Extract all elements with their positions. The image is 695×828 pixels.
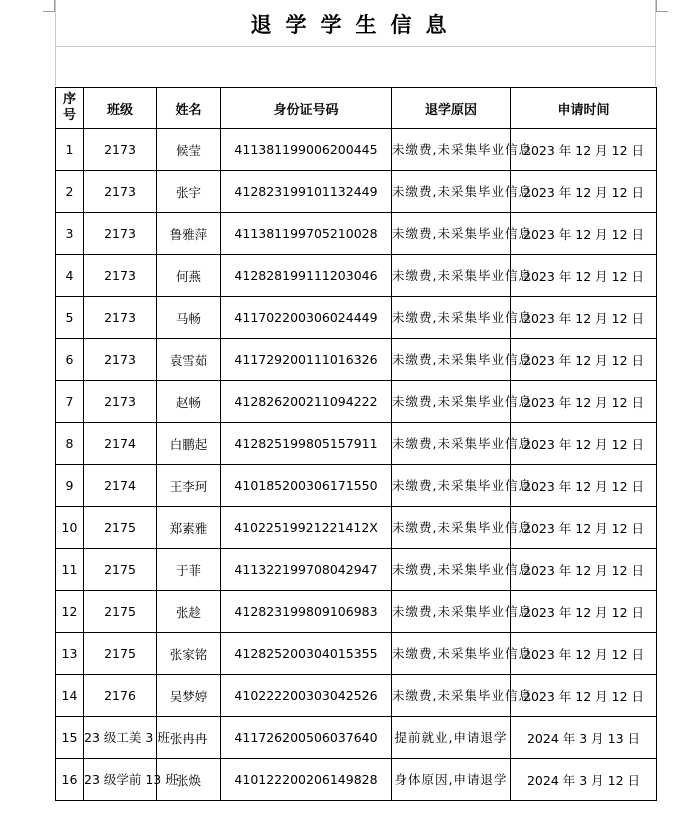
table-row	[56, 213, 657, 255]
cell-date: 2023 年 12 月 12 日	[511, 549, 657, 591]
cell-reason: 未缴费,未采集毕业信息	[392, 339, 511, 381]
cell-name: 鲁雅萍	[157, 213, 221, 255]
cell-class: 2175	[84, 591, 157, 633]
cell-id: 411322199708042947	[221, 549, 392, 591]
cell-seq: 15	[56, 717, 84, 759]
cell-seq: 12	[56, 591, 84, 633]
cell-class: 2176	[84, 675, 157, 717]
cell-name: 张趁	[157, 591, 221, 633]
cell-seq: 11	[56, 549, 84, 591]
cell-date: 2023 年 12 月 12 日	[511, 591, 657, 633]
table-row	[56, 675, 657, 717]
cell-name: 袁雪茹	[157, 339, 221, 381]
cell-name: 张宇	[157, 171, 221, 213]
cell-name: 张焕	[157, 759, 221, 801]
cell-date: 2024 年 3 月 13 日	[511, 717, 657, 759]
cell-date: 2023 年 12 月 12 日	[511, 171, 657, 213]
cell-id: 412825200304015355	[221, 633, 392, 675]
cell-id: 412823199101132449	[221, 171, 392, 213]
cell-name: 何燕	[157, 255, 221, 297]
cell-date: 2023 年 12 月 12 日	[511, 465, 657, 507]
table-row	[56, 633, 657, 675]
cell-seq: 14	[56, 675, 84, 717]
header-class: 班级	[84, 88, 157, 129]
table-row	[56, 507, 657, 549]
cell-reason: 身体原因,申请退学	[392, 759, 511, 801]
cell-seq: 4	[56, 255, 84, 297]
cell-reason: 未缴费,未采集毕业信息	[392, 171, 511, 213]
cell-id: 412825199805157911	[221, 423, 392, 465]
cell-id: 412826200211094222	[221, 381, 392, 423]
cell-date: 2023 年 12 月 12 日	[511, 633, 657, 675]
cell-name: 张家铭	[157, 633, 221, 675]
cell-id: 411381199006200445	[221, 129, 392, 171]
cell-date: 2023 年 12 月 12 日	[511, 129, 657, 171]
cell-date: 2023 年 12 月 12 日	[511, 213, 657, 255]
table-row	[56, 171, 657, 213]
cell-class: 2173	[84, 381, 157, 423]
cell-reason: 未缴费,未采集毕业信息	[392, 255, 511, 297]
cell-class: 2173	[84, 129, 157, 171]
table-row	[56, 297, 657, 339]
table-row	[56, 129, 657, 171]
document-title: 退学学生信息	[250, 13, 461, 37]
cell-class: 2175	[84, 633, 157, 675]
cell-class: 23 级工美 3 班	[84, 717, 157, 759]
cell-class: 2173	[84, 339, 157, 381]
cell-name: 赵畅	[157, 381, 221, 423]
cell-date: 2024 年 3 月 12 日	[511, 759, 657, 801]
cell-seq: 2	[56, 171, 84, 213]
cell-name: 候莹	[157, 129, 221, 171]
cell-seq: 10	[56, 507, 84, 549]
header-name: 姓名	[157, 88, 221, 129]
cell-name: 郑素雅	[157, 507, 221, 549]
table-row	[56, 465, 657, 507]
cell-reason: 未缴费,未采集毕业信息	[392, 213, 511, 255]
header-seq	[56, 88, 84, 129]
cell-name: 吴梦婷	[157, 675, 221, 717]
cell-name: 王李珂	[157, 465, 221, 507]
cell-id: 411726200506037640	[221, 717, 392, 759]
cell-date: 2023 年 12 月 12 日	[511, 255, 657, 297]
cell-reason: 未缴费,未采集毕业信息	[392, 381, 511, 423]
cell-seq: 5	[56, 297, 84, 339]
cell-reason: 未缴费,未采集毕业信息	[392, 633, 511, 675]
table-row	[56, 423, 657, 465]
cell-date: 2023 年 12 月 12 日	[511, 381, 657, 423]
cell-id: 41022519921221412X	[221, 507, 392, 549]
table-row	[56, 549, 657, 591]
header-reason: 退学原因	[392, 88, 511, 129]
crop-mark-top-right	[656, 0, 668, 12]
cell-reason: 未缴费,未采集毕业信息	[392, 465, 511, 507]
cell-seq: 8	[56, 423, 84, 465]
cell-name: 白鹏起	[157, 423, 221, 465]
cell-name: 马畅	[157, 297, 221, 339]
cell-id: 410222200303042526	[221, 675, 392, 717]
cell-class: 2175	[84, 507, 157, 549]
cell-class: 2173	[84, 171, 157, 213]
cell-reason: 未缴费,未采集毕业信息	[392, 507, 511, 549]
table-row	[56, 381, 657, 423]
header-seq-label: 序 号	[62, 92, 76, 123]
cell-class: 2174	[84, 465, 157, 507]
cell-name: 张冉冉	[157, 717, 221, 759]
cell-class: 2175	[84, 549, 157, 591]
cell-class: 23 级学前 13 班	[84, 759, 157, 801]
cell-date: 2023 年 12 月 12 日	[511, 297, 657, 339]
cell-id: 412823199809106983	[221, 591, 392, 633]
cell-id: 410185200306171550	[221, 465, 392, 507]
table-row	[56, 717, 657, 759]
cell-reason: 未缴费,未采集毕业信息	[392, 549, 511, 591]
crop-mark-top-left	[43, 0, 55, 12]
table-row	[56, 255, 657, 297]
cell-date: 2023 年 12 月 12 日	[511, 507, 657, 549]
cell-seq: 16	[56, 759, 84, 801]
cell-reason: 未缴费,未采集毕业信息	[392, 675, 511, 717]
cell-date: 2023 年 12 月 12 日	[511, 675, 657, 717]
cell-seq: 3	[56, 213, 84, 255]
cell-reason: 提前就业,申请退学	[392, 717, 511, 759]
cell-reason: 未缴费,未采集毕业信息	[392, 129, 511, 171]
table-row	[56, 759, 657, 801]
table-row	[56, 591, 657, 633]
cell-seq: 13	[56, 633, 84, 675]
cell-class: 2174	[84, 423, 157, 465]
cell-seq: 7	[56, 381, 84, 423]
cell-reason: 未缴费,未采集毕业信息	[392, 423, 511, 465]
cell-date: 2023 年 12 月 12 日	[511, 423, 657, 465]
cell-seq: 6	[56, 339, 84, 381]
cell-id: 411729200111016326	[221, 339, 392, 381]
cell-class: 2173	[84, 297, 157, 339]
cell-id: 411381199705210028	[221, 213, 392, 255]
cell-date: 2023 年 12 月 12 日	[511, 339, 657, 381]
header-id: 身份证号码	[221, 88, 392, 129]
cell-seq: 1	[56, 129, 84, 171]
cell-class: 2173	[84, 255, 157, 297]
cell-id: 410122200206149828	[221, 759, 392, 801]
cell-reason: 未缴费,未采集毕业信息	[392, 297, 511, 339]
header-date: 申请时间	[511, 88, 657, 129]
table-header-row	[56, 88, 657, 129]
cell-class: 2173	[84, 213, 157, 255]
cell-id: 411702200306024449	[221, 297, 392, 339]
table-row	[56, 339, 657, 381]
cell-id: 412828199111203046	[221, 255, 392, 297]
cell-name: 于菲	[157, 549, 221, 591]
header-divider	[55, 46, 656, 47]
cell-seq: 9	[56, 465, 84, 507]
withdrawn-students-table	[55, 87, 657, 801]
cell-reason: 未缴费,未采集毕业信息	[392, 591, 511, 633]
